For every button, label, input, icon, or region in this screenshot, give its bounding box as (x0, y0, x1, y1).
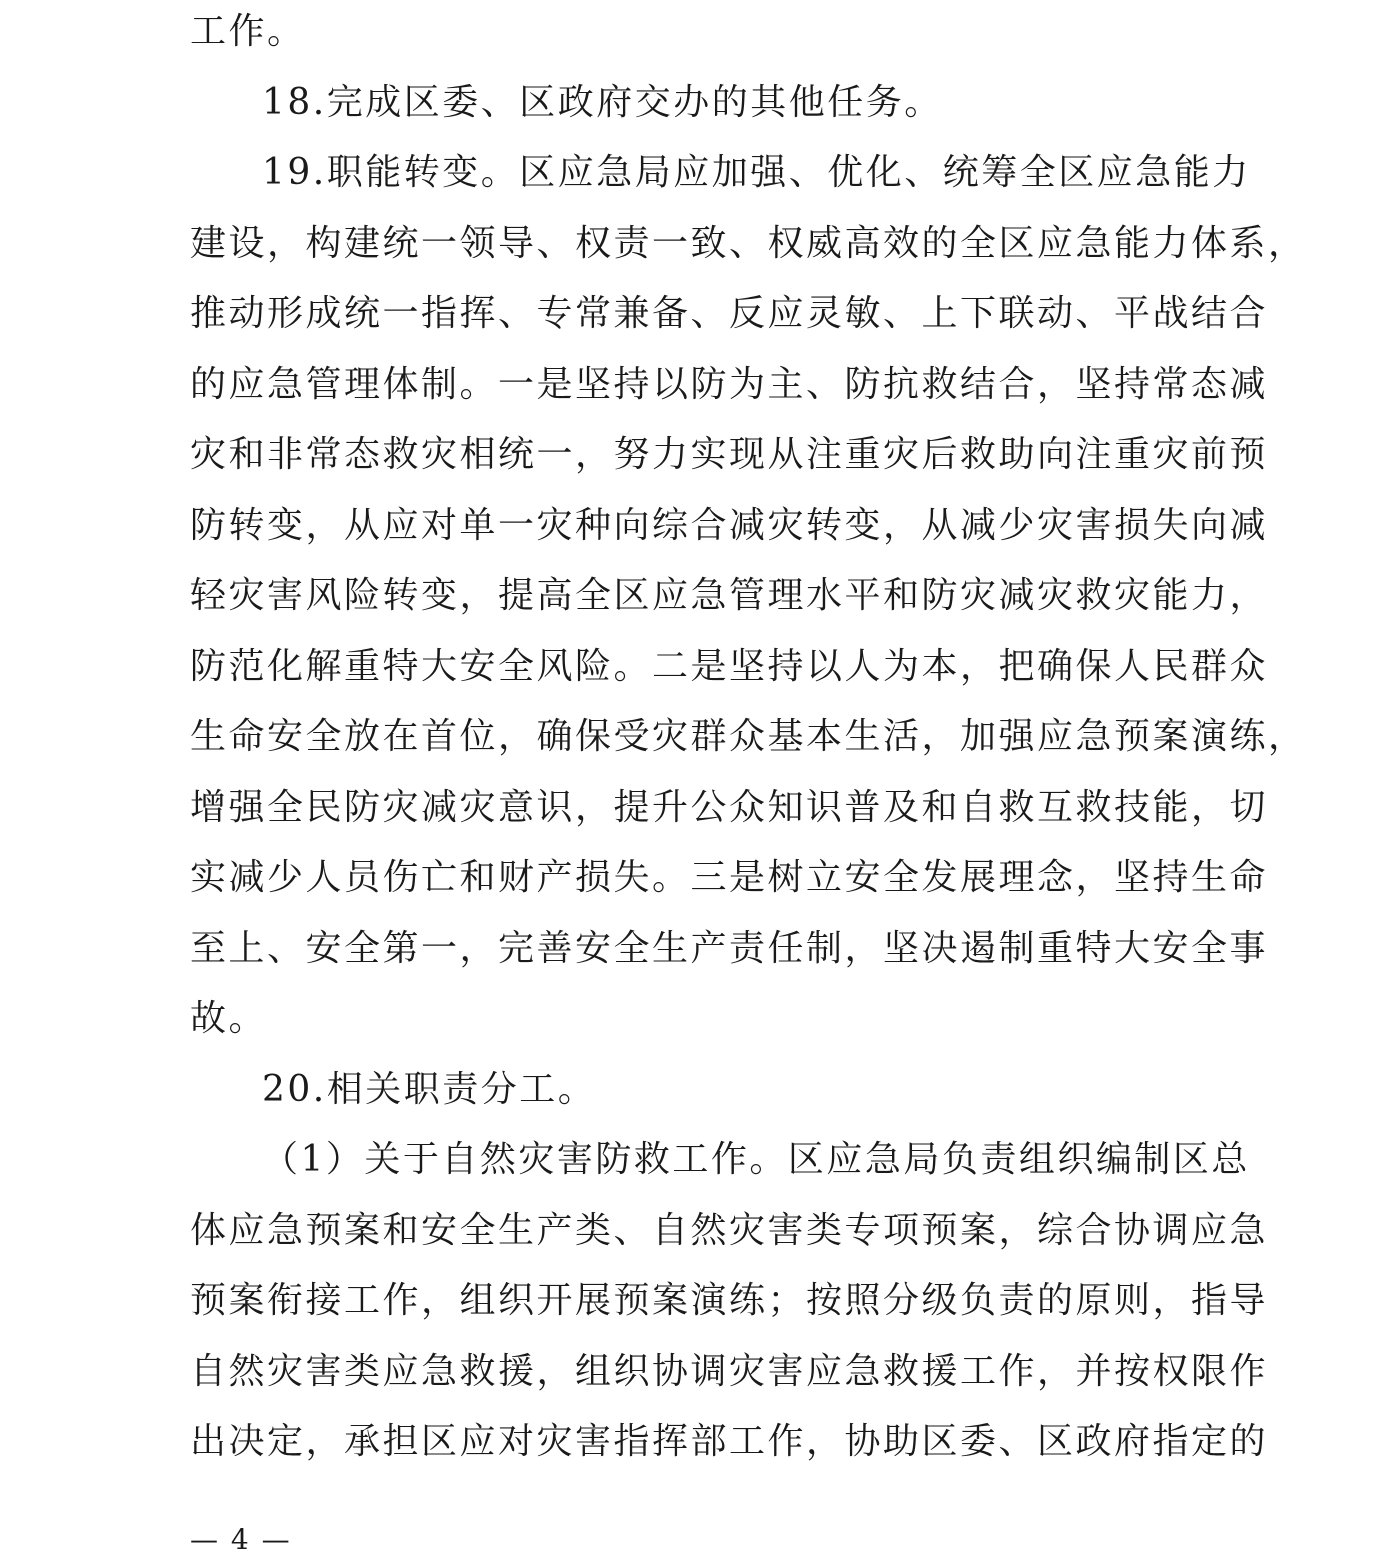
text-line: 的应急管理体制。一是坚持以防为主、防抗救结合，坚持常态减 (190, 363, 1269, 405)
text-line: 故。 (190, 998, 268, 1039)
paragraph-20-1-start: （1）关于自然灾害防救工作。区应急局负责组织编制区总 (262, 1139, 1250, 1180)
text-line: 防转变，从应对单一灾种向综合减灾转变，从减少灾害损失向减 (190, 504, 1269, 546)
text-line: 灾和非常态救灾相统一，努力实现从注重灾后救助向注重灾前预 (190, 434, 1269, 475)
text-line: 轻灾害风险转变，提高全区应急管理水平和防灾减灾救灾能力， (190, 575, 1269, 616)
paragraph-18: 18.完成区委、区政府交办的其他任务。 (262, 81, 943, 123)
text-line: 至上、安全第一，完善安全生产责任制，坚决遏制重特大安全事 (190, 927, 1269, 969)
paragraph-20: 20.相关职责分工。 (262, 1068, 597, 1110)
page-number: — 4 — (190, 1523, 292, 1556)
text-line: 自然灾害类应急救援，组织协调灾害应急救援工作，并按权限作 (190, 1350, 1269, 1392)
text-line: 增强全民防灾减灾意识，提升公众知识普及和自救互救技能，切 (190, 786, 1269, 828)
text-line: 推动形成统一指挥、专常兼备、反应灵敏、上下联动、平战结合 (190, 293, 1269, 334)
text-line: 建设，构建统一领导、权责一致、权威高效的全区应急能力体系， (190, 222, 1307, 264)
paragraph-19-start: 19.职能转变。区应急局应加强、优化、统筹全区应急能力 (262, 152, 1251, 193)
text-line: 防范化解重特大安全风险。二是坚持以人为本，把确保人民群众 (190, 645, 1269, 687)
text-line: 工作。 (190, 11, 306, 52)
text-line: 体应急预案和安全生产类、自然灾害类专项预案，综合协调应急 (190, 1209, 1269, 1251)
text-line: 出决定，承担区应对灾害指挥部工作，协助区委、区政府指定的 (190, 1421, 1269, 1462)
text-line: 预案衔接工作，组织开展预案演练；按照分级负责的原则，指导 (190, 1280, 1269, 1321)
text-line: 实减少人员伤亡和财产损失。三是树立安全发展理念，坚持生命 (190, 857, 1269, 898)
document-body (190, 6, 1307, 1487)
text-line: 生命安全放在首位，确保受灾群众基本生活，加强应急预案演练， (190, 716, 1307, 757)
